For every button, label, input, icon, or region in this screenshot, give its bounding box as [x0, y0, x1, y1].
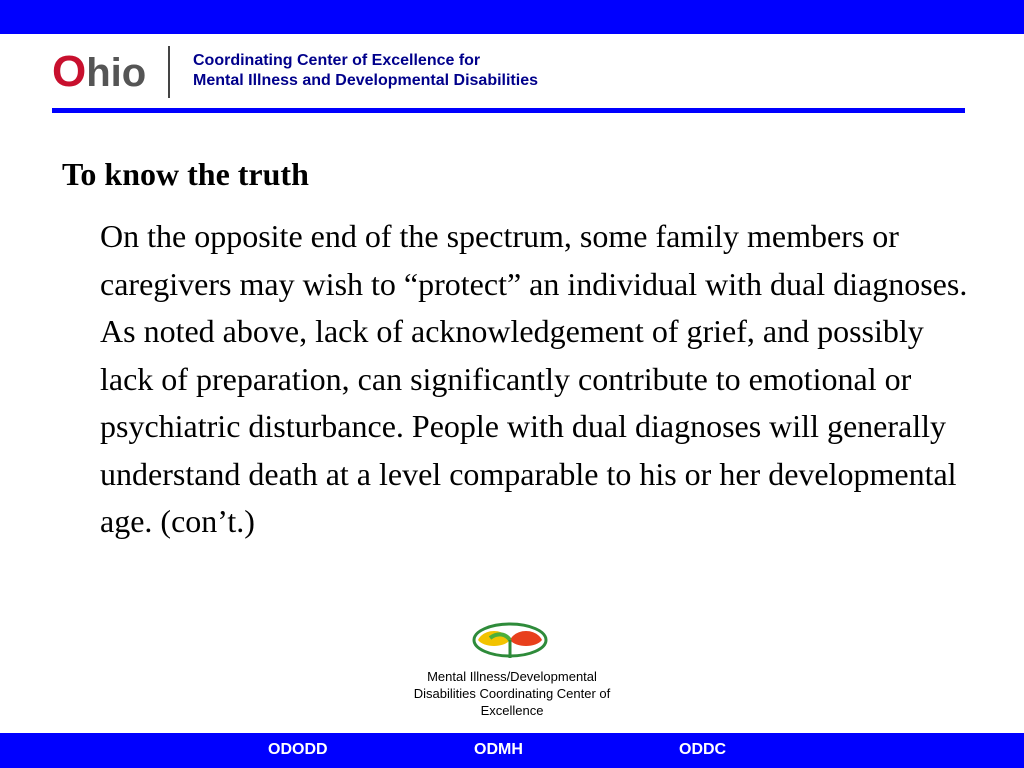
caption-line2: Disabilities Coordinating Center of: [413, 686, 611, 701]
org-title-line1: Coordinating Center of Excellence for: [193, 52, 481, 69]
footer-item-ododd: ODODD: [268, 741, 328, 758]
org-title-line2: Mental Illness and Developmental Disabilities: [193, 72, 538, 89]
center-logo-caption: [372, 668, 652, 719]
caption-line3: Excellence: [480, 703, 544, 718]
caption-line1: Mental Illness/Developmental: [427, 669, 597, 684]
leaf-logo-icon: [470, 618, 550, 662]
footer-item-oddc: ODDC: [679, 741, 727, 758]
header-rule: [52, 108, 965, 113]
slide-heading: To know the truth: [62, 156, 309, 192]
top-bar: [0, 0, 1024, 34]
footer-bar: [0, 733, 1024, 768]
slide-body-text: On the opposite end of the spectrum, some family members or caregivers may wish to “protect” an individual with dual diagnoses. As noted above, lack of acknowledgement of grief, and possibly lack of preparation, can significantly contribute to emotional or psychiatric disturbance. People with dual diagnoses will generally understand death at a level comparable to his or her developmental age. (con’t.): [100, 218, 968, 539]
logo-divider: [168, 46, 170, 98]
org-title: [193, 51, 538, 91]
ohio-logo: Ohio: [52, 47, 147, 96]
footer-item-odmh: ODMH: [474, 741, 523, 758]
header: [0, 34, 1024, 110]
